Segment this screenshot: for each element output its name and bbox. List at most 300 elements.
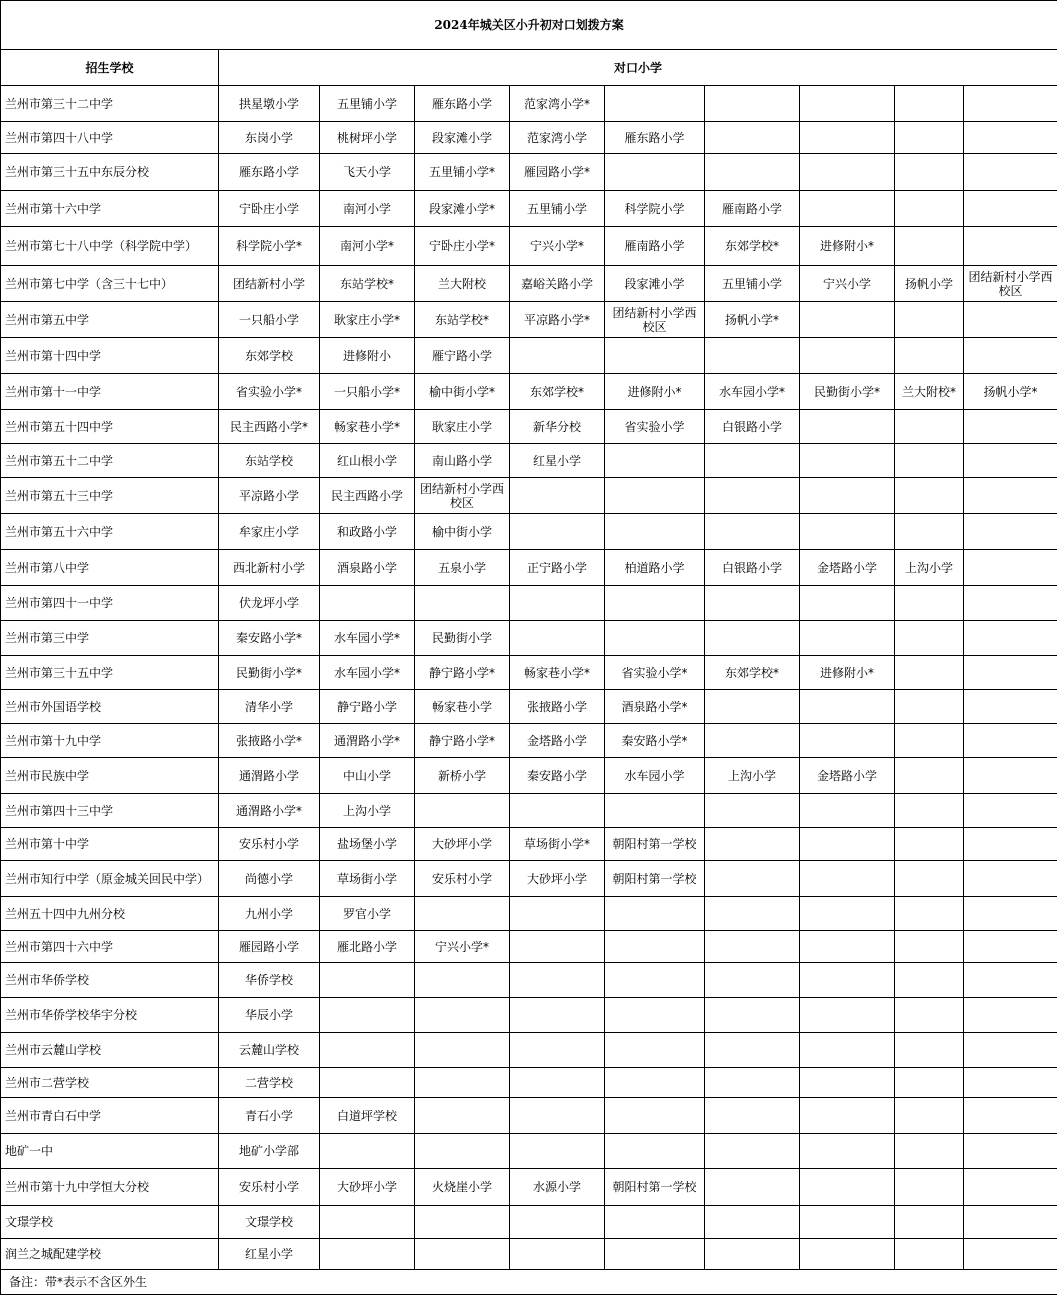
primary-school-cell: 通渭路小学* <box>320 724 415 758</box>
primary-school-cell: 中山小学 <box>320 758 415 794</box>
empty-cell <box>964 444 1057 478</box>
primary-school-cell: 通渭路小学 <box>219 758 320 794</box>
primary-school-cell: 宁兴小学* <box>415 931 510 963</box>
primary-school-cell: 进修附小* <box>605 374 705 410</box>
table-row <box>1 227 1057 266</box>
empty-cell <box>320 998 415 1033</box>
primary-school-cell: 白银路小学 <box>705 410 800 444</box>
primary-school-cell: 段家滩小学* <box>415 191 510 227</box>
school-cell: 兰州市第八中学 <box>1 550 219 586</box>
primary-school-cell: 华侨学校 <box>219 963 320 998</box>
school-cell: 兰州市第四十三中学 <box>1 794 219 828</box>
table-row <box>1 861 1057 897</box>
primary-school-cell: 水源小学 <box>510 1169 605 1206</box>
empty-cell <box>964 86 1057 122</box>
empty-cell <box>895 1134 964 1169</box>
empty-cell <box>705 338 800 374</box>
empty-cell <box>605 586 705 621</box>
primary-school-cell: 平凉路小学* <box>510 302 605 338</box>
primary-school-cell: 团结新村小学 <box>219 266 320 302</box>
empty-cell <box>800 122 895 154</box>
primary-school-cell: 东郊学校 <box>219 338 320 374</box>
empty-cell <box>895 690 964 724</box>
primary-school-cell: 一只船小学 <box>219 302 320 338</box>
empty-cell <box>800 444 895 478</box>
empty-cell <box>320 963 415 998</box>
school-cell: 兰州市第七十八中学（科学院中学） <box>1 227 219 266</box>
primary-school-cell: 进修附小* <box>800 227 895 266</box>
empty-cell <box>800 302 895 338</box>
empty-cell <box>705 1206 800 1239</box>
school-cell: 兰州市第五十二中学 <box>1 444 219 478</box>
table-row <box>1 514 1057 550</box>
empty-cell <box>800 1068 895 1098</box>
empty-cell <box>895 410 964 444</box>
primary-school-cell: 五里铺小学 <box>510 191 605 227</box>
empty-cell <box>800 1239 895 1270</box>
table-row <box>1 1169 1057 1206</box>
empty-cell <box>964 1098 1057 1134</box>
school-cell: 兰州市第五十三中学 <box>1 478 219 514</box>
empty-cell <box>705 828 800 861</box>
empty-cell <box>964 963 1057 998</box>
empty-cell <box>964 550 1057 586</box>
empty-cell <box>320 1134 415 1169</box>
primary-school-cell: 畅家巷小学* <box>320 410 415 444</box>
school-cell: 润兰之城配建学校 <box>1 1239 219 1270</box>
primary-school-cell: 兰大附校* <box>895 374 964 410</box>
empty-cell <box>510 1239 605 1270</box>
primary-school-cell: 科学院小学* <box>219 227 320 266</box>
school-cell: 兰州市外国语学校 <box>1 690 219 724</box>
empty-cell <box>705 1033 800 1068</box>
empty-cell <box>964 338 1057 374</box>
school-cell: 兰州市第十中学 <box>1 828 219 861</box>
empty-cell <box>510 794 605 828</box>
empty-cell <box>605 1134 705 1169</box>
primary-school-cell: 秦安路小学* <box>605 724 705 758</box>
empty-cell <box>964 122 1057 154</box>
primary-school-cell: 东郊学校* <box>705 227 800 266</box>
empty-cell <box>800 1033 895 1068</box>
empty-cell <box>800 1206 895 1239</box>
empty-cell <box>605 1033 705 1068</box>
primary-school-cell: 西北新村小学 <box>219 550 320 586</box>
table-row <box>1 266 1057 302</box>
empty-cell <box>800 621 895 656</box>
table-row <box>1 410 1057 444</box>
primary-school-cell: 范家湾小学 <box>510 122 605 154</box>
primary-school-cell: 新华分校 <box>510 410 605 444</box>
table-row <box>1 1239 1057 1270</box>
empty-cell <box>895 338 964 374</box>
primary-school-cell: 兰大附校 <box>415 266 510 302</box>
empty-cell <box>320 586 415 621</box>
empty-cell <box>895 931 964 963</box>
table-row <box>1 122 1057 154</box>
empty-cell <box>895 227 964 266</box>
empty-cell <box>800 338 895 374</box>
empty-cell <box>895 897 964 931</box>
table-row <box>1 1134 1057 1169</box>
primary-school-cell: 清华小学 <box>219 690 320 724</box>
primary-school-cell: 酒泉路小学* <box>605 690 705 724</box>
header-school: 招生学校 <box>1 50 219 86</box>
primary-school-cell: 团结新村小学西校区 <box>415 478 510 514</box>
primary-school-cell: 朝阳村第一学校 <box>605 828 705 861</box>
primary-school-cell: 柏道路小学 <box>605 550 705 586</box>
empty-cell <box>964 690 1057 724</box>
empty-cell <box>895 724 964 758</box>
empty-cell <box>964 1206 1057 1239</box>
empty-cell <box>510 586 605 621</box>
empty-cell <box>705 586 800 621</box>
primary-school-cell: 飞天小学 <box>320 154 415 191</box>
primary-school-cell: 水车园小学 <box>605 758 705 794</box>
primary-school-cell: 安乐村小学 <box>415 861 510 897</box>
primary-school-cell: 雁北路小学 <box>320 931 415 963</box>
primary-school-cell: 九州小学 <box>219 897 320 931</box>
empty-cell <box>320 1206 415 1239</box>
table-row <box>1 963 1057 998</box>
empty-cell <box>705 1098 800 1134</box>
school-cell: 兰州市第三十五中东辰分校 <box>1 154 219 191</box>
empty-cell <box>415 1033 510 1068</box>
note-row <box>1 1270 1057 1295</box>
primary-school-cell: 地矿小学部 <box>219 1134 320 1169</box>
primary-school-cell: 扬帆小学* <box>705 302 800 338</box>
primary-school-cell: 进修附小 <box>320 338 415 374</box>
primary-school-cell: 宁兴小学 <box>800 266 895 302</box>
school-cell: 兰州市第四十八中学 <box>1 122 219 154</box>
table-row <box>1 656 1057 690</box>
empty-cell <box>320 1239 415 1270</box>
primary-school-cell: 朝阳村第一学校 <box>605 861 705 897</box>
footnote: 备注：带*表示不含区外生 <box>1 1270 1057 1295</box>
primary-school-cell: 东郊学校* <box>510 374 605 410</box>
primary-school-cell: 安乐村小学 <box>219 828 320 861</box>
empty-cell <box>800 410 895 444</box>
empty-cell <box>705 897 800 931</box>
empty-cell <box>510 1068 605 1098</box>
primary-school-cell: 牟家庄小学 <box>219 514 320 550</box>
empty-cell <box>800 897 895 931</box>
empty-cell <box>800 690 895 724</box>
primary-school-cell: 南河小学 <box>320 191 415 227</box>
primary-school-cell: 畅家巷小学* <box>510 656 605 690</box>
empty-cell <box>605 998 705 1033</box>
empty-cell <box>415 897 510 931</box>
school-cell: 兰州市第五中学 <box>1 302 219 338</box>
primary-school-cell: 草场街小学 <box>320 861 415 897</box>
primary-school-cell: 平凉路小学 <box>219 478 320 514</box>
empty-cell <box>895 122 964 154</box>
primary-school-cell: 静宁路小学* <box>415 656 510 690</box>
primary-school-cell: 通渭路小学* <box>219 794 320 828</box>
primary-school-cell: 酒泉路小学 <box>320 550 415 586</box>
school-cell: 兰州市第十一中学 <box>1 374 219 410</box>
empty-cell <box>705 122 800 154</box>
empty-cell <box>800 794 895 828</box>
empty-cell <box>895 1206 964 1239</box>
empty-cell <box>800 931 895 963</box>
empty-cell <box>705 154 800 191</box>
empty-cell <box>320 1033 415 1068</box>
empty-cell <box>964 861 1057 897</box>
primary-school-cell: 雁东路小学 <box>605 122 705 154</box>
table-row <box>1 86 1057 122</box>
empty-cell <box>800 1098 895 1134</box>
primary-school-cell: 嘉峪关路小学 <box>510 266 605 302</box>
primary-school-cell: 静宁路小学* <box>415 724 510 758</box>
empty-cell <box>964 621 1057 656</box>
table-row <box>1 931 1057 963</box>
empty-cell <box>510 478 605 514</box>
empty-cell <box>605 338 705 374</box>
primary-school-cell: 畅家巷小学 <box>415 690 510 724</box>
table-row <box>1 1206 1057 1239</box>
primary-school-cell: 水车园小学* <box>705 374 800 410</box>
empty-cell <box>705 794 800 828</box>
table-row <box>1 828 1057 861</box>
school-cell: 兰州五十四中九州分校 <box>1 897 219 931</box>
primary-school-cell: 东郊学校* <box>705 656 800 690</box>
primary-school-cell: 省实验小学* <box>605 656 705 690</box>
primary-school-cell: 段家滩小学 <box>605 266 705 302</box>
primary-school-cell: 新桥小学 <box>415 758 510 794</box>
empty-cell <box>705 1068 800 1098</box>
primary-school-cell: 民勤街小学 <box>415 621 510 656</box>
empty-cell <box>415 1134 510 1169</box>
primary-school-cell: 金塔路小学 <box>800 758 895 794</box>
empty-cell <box>705 931 800 963</box>
primary-school-cell: 白银路小学 <box>705 550 800 586</box>
primary-school-cell: 伏龙坪小学 <box>219 586 320 621</box>
primary-school-cell: 尚德小学 <box>219 861 320 897</box>
school-cell: 兰州市第五十四中学 <box>1 410 219 444</box>
primary-school-cell: 白道坪学校 <box>320 1098 415 1134</box>
primary-school-cell: 东站学校 <box>219 444 320 478</box>
school-cell: 兰州市华侨学校华宇分校 <box>1 998 219 1033</box>
empty-cell <box>895 828 964 861</box>
primary-school-cell: 雁南路小学 <box>705 191 800 227</box>
empty-cell <box>800 724 895 758</box>
empty-cell <box>415 1098 510 1134</box>
empty-cell <box>510 1033 605 1068</box>
empty-cell <box>964 794 1057 828</box>
table-row <box>1 690 1057 724</box>
empty-cell <box>605 478 705 514</box>
primary-school-cell: 民勤街小学* <box>219 656 320 690</box>
empty-cell <box>895 621 964 656</box>
primary-school-cell: 五里铺小学 <box>320 86 415 122</box>
school-cell: 兰州市第十九中学恒大分校 <box>1 1169 219 1206</box>
primary-school-cell: 段家滩小学 <box>415 122 510 154</box>
primary-school-cell: 东站学校* <box>415 302 510 338</box>
empty-cell <box>800 586 895 621</box>
empty-cell <box>705 621 800 656</box>
primary-school-cell: 金塔路小学 <box>510 724 605 758</box>
primary-school-cell: 榆中街小学* <box>415 374 510 410</box>
empty-cell <box>415 1239 510 1270</box>
primary-school-cell: 拱星墩小学 <box>219 86 320 122</box>
empty-cell <box>895 1239 964 1270</box>
empty-cell <box>510 1206 605 1239</box>
primary-school-cell: 扬帆小学 <box>895 266 964 302</box>
primary-school-cell: 罗官小学 <box>320 897 415 931</box>
empty-cell <box>705 724 800 758</box>
primary-school-cell: 民主西路小学 <box>320 478 415 514</box>
empty-cell <box>964 191 1057 227</box>
empty-cell <box>800 861 895 897</box>
empty-cell <box>964 1033 1057 1068</box>
school-cell: 兰州市云麓山学校 <box>1 1033 219 1068</box>
primary-school-cell: 文璟学校 <box>219 1206 320 1239</box>
school-cell: 文璟学校 <box>1 1206 219 1239</box>
empty-cell <box>705 861 800 897</box>
primary-school-cell: 雁东路小学 <box>415 86 510 122</box>
primary-school-cell: 东站学校* <box>320 266 415 302</box>
table-row <box>1 586 1057 621</box>
empty-cell <box>895 514 964 550</box>
empty-cell <box>320 1068 415 1098</box>
table-row <box>1 550 1057 586</box>
primary-school-cell: 雁园路小学 <box>219 931 320 963</box>
primary-school-cell: 一只船小学* <box>320 374 415 410</box>
primary-school-cell: 科学院小学 <box>605 191 705 227</box>
primary-school-cell: 桃树坪小学 <box>320 122 415 154</box>
school-cell: 兰州市第十九中学 <box>1 724 219 758</box>
primary-school-cell: 五泉小学 <box>415 550 510 586</box>
empty-cell <box>800 86 895 122</box>
school-cell: 兰州市民族中学 <box>1 758 219 794</box>
empty-cell <box>800 154 895 191</box>
primary-school-cell: 范家湾小学* <box>510 86 605 122</box>
school-cell: 兰州市第四十六中学 <box>1 931 219 963</box>
primary-school-cell: 红星小学 <box>510 444 605 478</box>
primary-school-cell: 雁东路小学 <box>219 154 320 191</box>
empty-cell <box>964 1068 1057 1098</box>
empty-cell <box>964 410 1057 444</box>
empty-cell <box>705 1239 800 1270</box>
primary-school-cell: 和政路小学 <box>320 514 415 550</box>
primary-school-cell: 民主西路小学* <box>219 410 320 444</box>
empty-cell <box>964 656 1057 690</box>
empty-cell <box>964 1239 1057 1270</box>
primary-school-cell: 耿家庄小学 <box>415 410 510 444</box>
school-cell: 兰州市青白石中学 <box>1 1098 219 1134</box>
table-row <box>1 338 1057 374</box>
empty-cell <box>895 1169 964 1206</box>
empty-cell <box>895 1033 964 1068</box>
empty-cell <box>964 998 1057 1033</box>
primary-school-cell: 耿家庄小学* <box>320 302 415 338</box>
school-cell: 兰州市第三中学 <box>1 621 219 656</box>
table-row <box>1 794 1057 828</box>
table-row <box>1 998 1057 1033</box>
empty-cell <box>964 586 1057 621</box>
school-cell: 兰州市第七中学（含三十七中） <box>1 266 219 302</box>
primary-school-cell: 金塔路小学 <box>800 550 895 586</box>
empty-cell <box>895 861 964 897</box>
empty-cell <box>705 963 800 998</box>
school-cell: 兰州市第五十六中学 <box>1 514 219 550</box>
table-row <box>1 374 1057 410</box>
empty-cell <box>705 86 800 122</box>
empty-cell <box>510 621 605 656</box>
empty-cell <box>895 444 964 478</box>
empty-cell <box>964 931 1057 963</box>
empty-cell <box>895 963 964 998</box>
primary-school-cell: 张掖路小学 <box>510 690 605 724</box>
empty-cell <box>964 758 1057 794</box>
primary-school-cell: 民勤街小学* <box>800 374 895 410</box>
empty-cell <box>705 1169 800 1206</box>
primary-school-cell: 上沟小学 <box>320 794 415 828</box>
table-row <box>1 191 1057 227</box>
empty-cell <box>605 1239 705 1270</box>
school-cell: 兰州市第十四中学 <box>1 338 219 374</box>
primary-school-cell: 大砂坪小学 <box>415 828 510 861</box>
empty-cell <box>964 478 1057 514</box>
empty-cell <box>510 963 605 998</box>
empty-cell <box>415 1068 510 1098</box>
primary-school-cell: 团结新村小学西校区 <box>605 302 705 338</box>
school-cell: 兰州市二营学校 <box>1 1068 219 1098</box>
empty-cell <box>800 828 895 861</box>
empty-cell <box>605 444 705 478</box>
empty-cell <box>800 1169 895 1206</box>
empty-cell <box>705 998 800 1033</box>
empty-cell <box>605 621 705 656</box>
primary-school-cell: 云麓山学校 <box>219 1033 320 1068</box>
empty-cell <box>705 444 800 478</box>
empty-cell <box>510 514 605 550</box>
empty-cell <box>895 154 964 191</box>
school-cell: 兰州市第十六中学 <box>1 191 219 227</box>
empty-cell <box>605 963 705 998</box>
empty-cell <box>964 1169 1057 1206</box>
primary-school-cell: 安乐村小学 <box>219 1169 320 1206</box>
primary-school-cell: 红星小学 <box>219 1239 320 1270</box>
primary-school-cell: 红山根小学 <box>320 444 415 478</box>
empty-cell <box>895 1068 964 1098</box>
primary-school-cell: 南河小学* <box>320 227 415 266</box>
empty-cell <box>800 998 895 1033</box>
school-cell: 兰州市华侨学校 <box>1 963 219 998</box>
primary-school-cell: 五里铺小学 <box>705 266 800 302</box>
primary-school-cell: 朝阳村第一学校 <box>605 1169 705 1206</box>
empty-cell <box>800 1134 895 1169</box>
table-row <box>1 444 1057 478</box>
primary-school-cell: 秦安路小学 <box>510 758 605 794</box>
empty-cell <box>800 963 895 998</box>
empty-cell <box>605 1068 705 1098</box>
table-row <box>1 758 1057 794</box>
primary-school-cell: 张掖路小学* <box>219 724 320 758</box>
header-primaries: 对口小学 <box>219 50 1057 86</box>
empty-cell <box>510 897 605 931</box>
empty-cell <box>510 1098 605 1134</box>
table-row <box>1 897 1057 931</box>
primary-school-cell: 省实验小学 <box>605 410 705 444</box>
empty-cell <box>605 1098 705 1134</box>
table-row <box>1 478 1057 514</box>
empty-cell <box>895 478 964 514</box>
empty-cell <box>510 1134 605 1169</box>
table-row <box>1 154 1057 191</box>
primary-school-cell: 五里铺小学* <box>415 154 510 191</box>
